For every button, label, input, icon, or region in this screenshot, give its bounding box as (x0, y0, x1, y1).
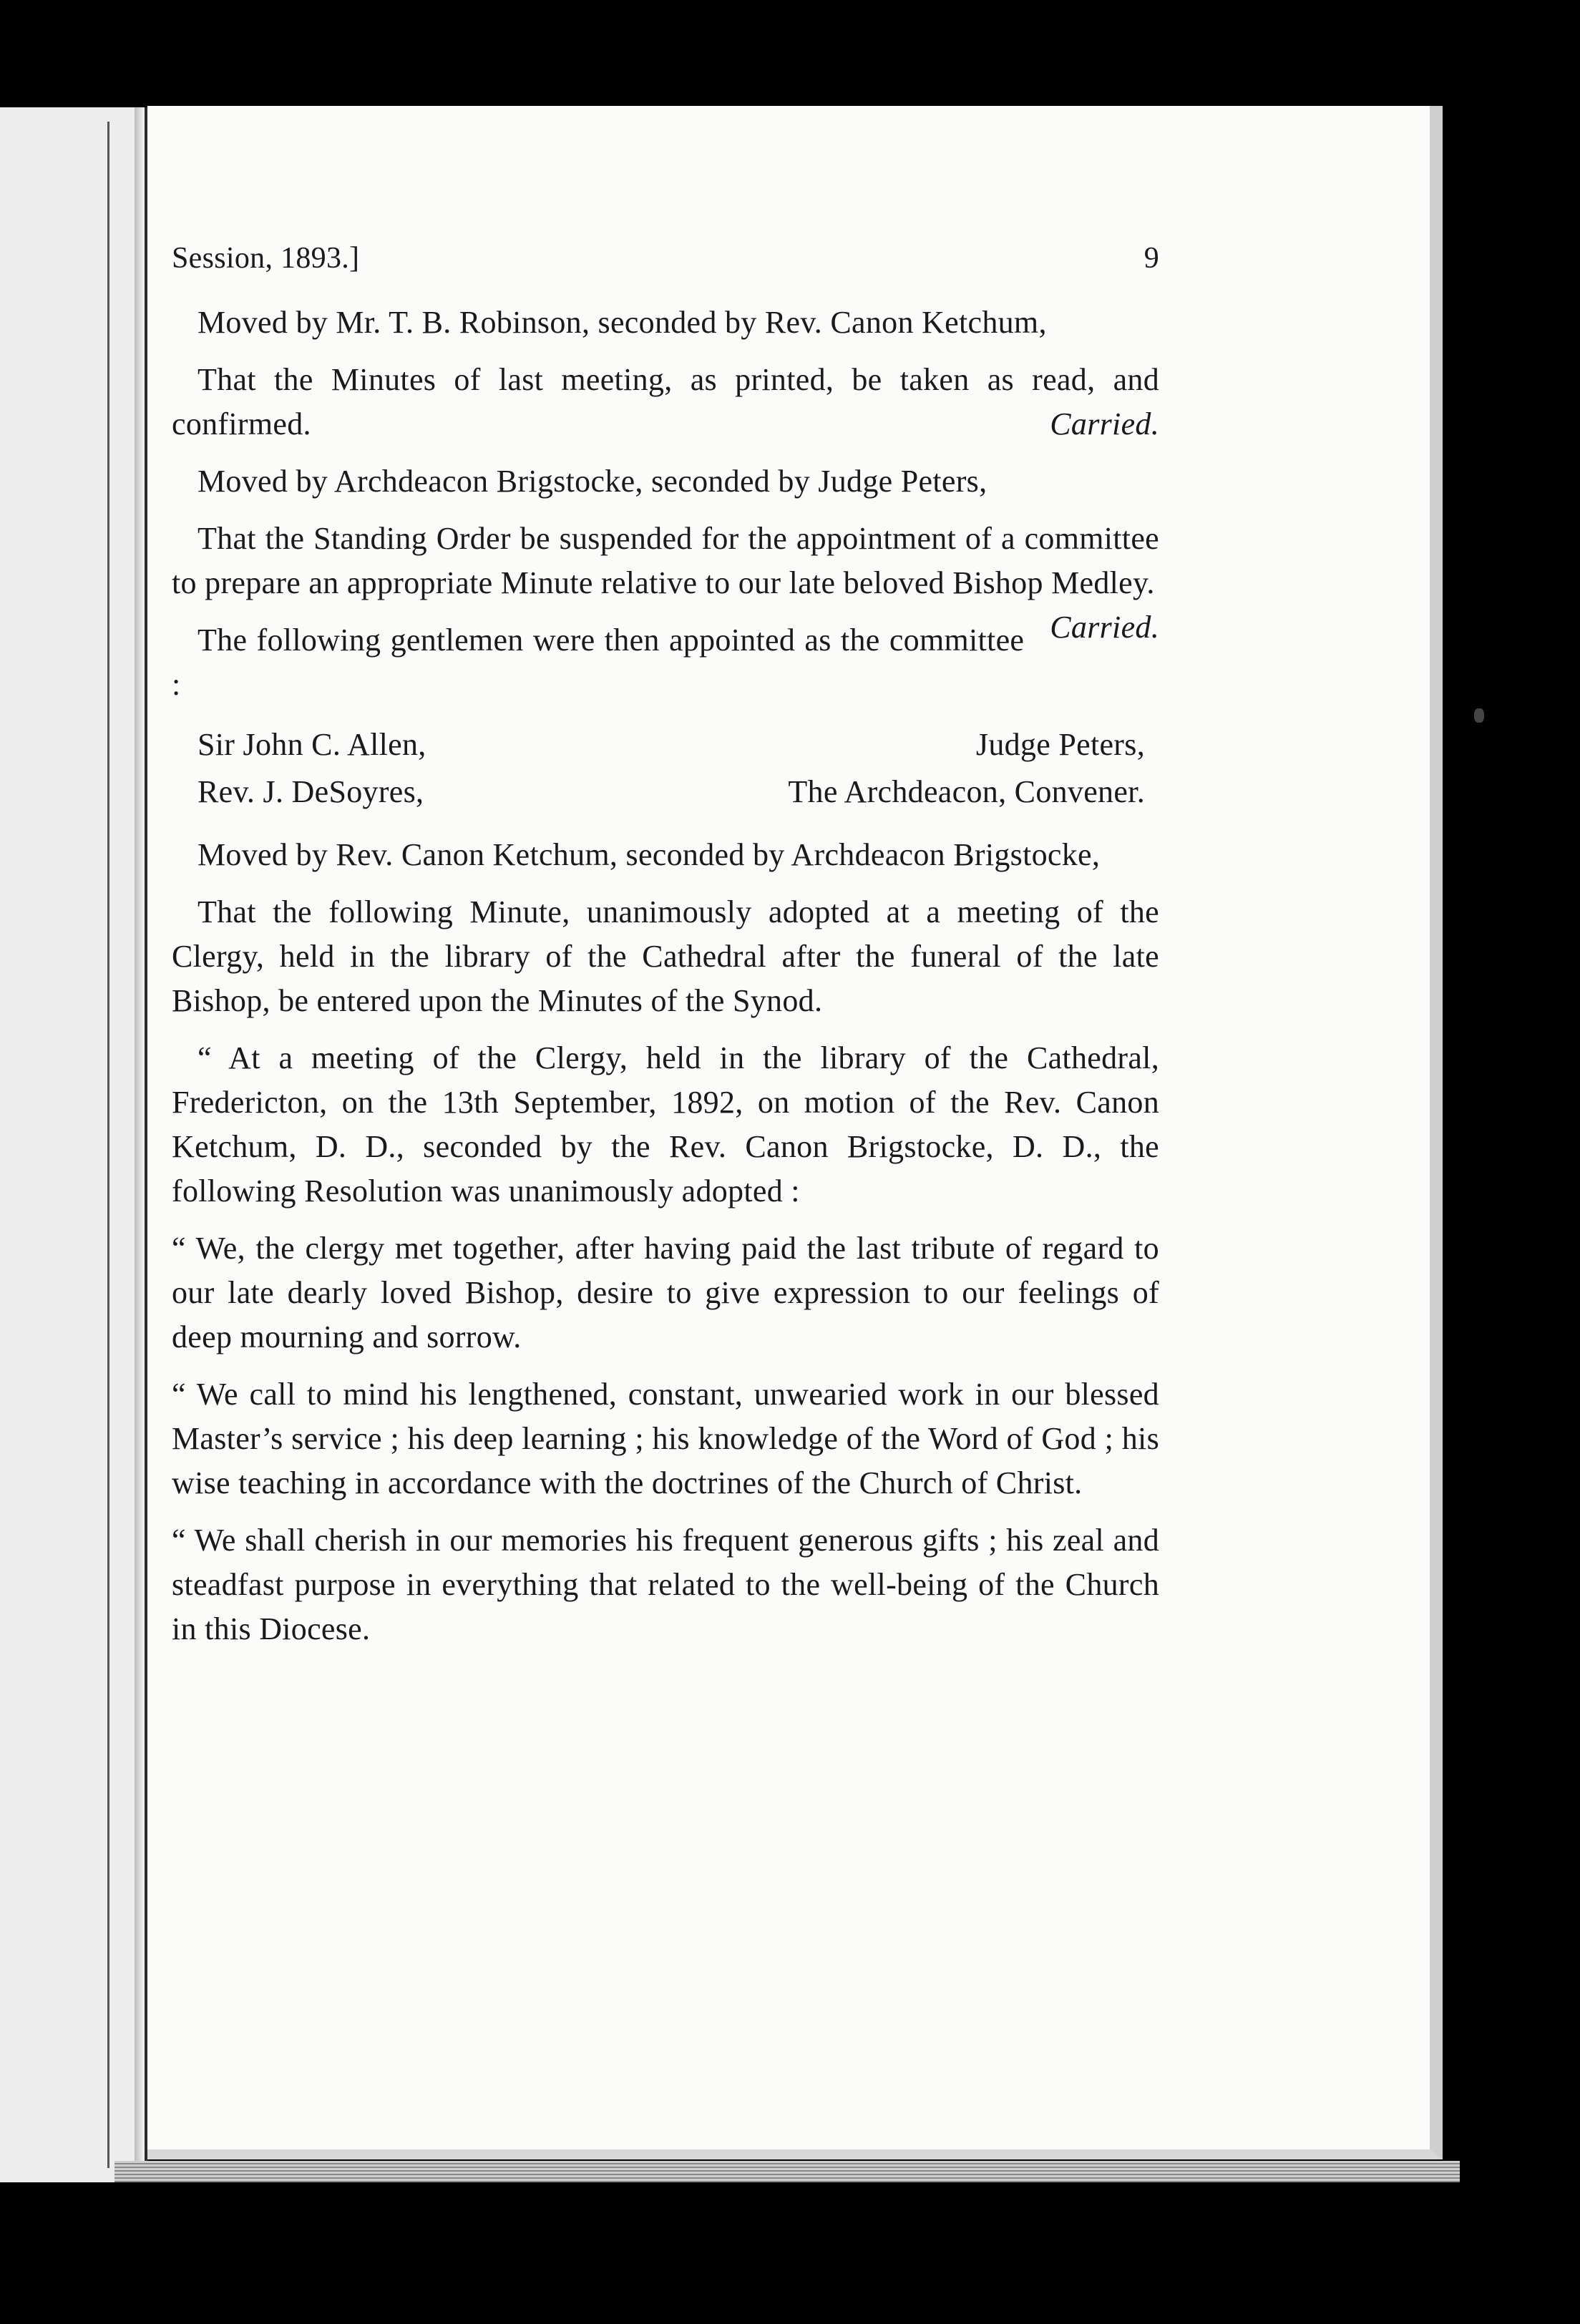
minutes-text: That the Minutes of last meeting, as printed, be taken as read, and confirmed. (172, 362, 1159, 441)
book-spine (135, 107, 145, 2182)
paragraph-standing-order (172, 517, 1159, 645)
running-head (172, 236, 1159, 280)
session-header: Session, 1893.] (172, 242, 360, 275)
paragraph-resolution-2: “ We call to mind his lengthened, constant, unwearied work in our blessed Master’s service ; his deep learning ; his knowledge of the Word of God ; his wise teaching in accordance with the doctrines of the Church of Christ. (172, 1377, 1159, 1500)
paragraph-committee-intro: The following gentlemen were then appointed as the committee : (172, 622, 1025, 702)
committee-list (198, 723, 1159, 814)
page-body (172, 236, 1159, 1664)
page-edge-line (107, 122, 109, 2168)
paragraph-motion-1: Moved by Mr. T. B. Robinson, seconded by Rev. Canon Ketchum, (198, 305, 1047, 340)
paragraph-resolution-3: “ We shall cherish in our memories his frequent generous gifts ; his zeal and steadfast purpose in everything that related to the well-being of the Church in this Diocese. (172, 1523, 1159, 1646)
paragraph-clergy-meeting: “ At a meeting of the Clergy, held in the library of the Cathedral, Fredericton, on the 13th September, 1892, on motion of the Rev. Canon Ketchum, D. D., seconded by the Rev. Canon Brigstocke, D. D., the following Resolution was unanimously adopted : (172, 1040, 1159, 1209)
paragraph-motion-2: Moved by Archdeacon Brigstocke, seconded by Judge Peters, (198, 464, 987, 499)
committee-member: Rev. J. DeSoyres, (198, 774, 424, 809)
committee-member: The Archdeacon, Convener. (788, 774, 1145, 809)
left-facing-page (0, 107, 147, 2182)
carried-label: Carried. (1050, 610, 1159, 645)
paragraph-resolution-1: “ We, the clergy met together, after having paid the last tribute of regard to our late dearly loved Bishop, desire to give expression to our feelings of deep mourning and sorrow. (172, 1231, 1159, 1354)
carried-label: Carried. (1050, 406, 1159, 441)
committee-member: Judge Peters, (975, 727, 1145, 762)
page-stack-edge (114, 2161, 1460, 2182)
standing-order-text: That the Standing Order be suspended for the appointment of a committee to prepare an appropriate Minute relative to our late beloved Bishop Medley. (172, 521, 1159, 600)
scan-speck (1474, 708, 1484, 723)
paragraph-motion-3: Moved by Rev. Canon Ketchum, seconded by Archdeacon Brigstocke, (198, 837, 1101, 872)
committee-member: Sir John C. Allen, (198, 727, 426, 762)
paragraph-minute-adoption: That the following Minute, unanimously adopted at a meeting of the Clergy, held in the library of the Cathedral after the funeral of the late Bishop, be entered upon the Minutes of the Synod. (172, 894, 1159, 1018)
page-number: 9 (1143, 242, 1159, 275)
paragraph-minutes (172, 358, 1159, 446)
